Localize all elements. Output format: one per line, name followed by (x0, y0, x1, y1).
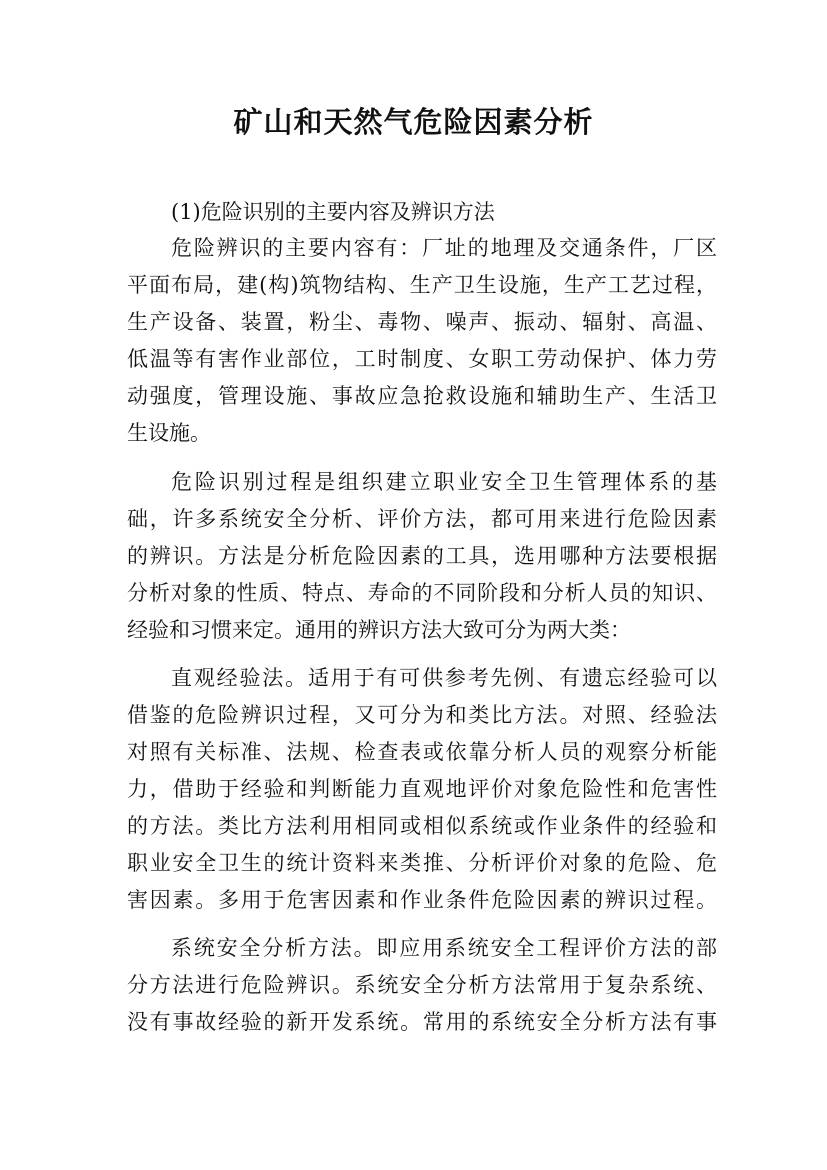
paragraph-line: 的方法。类比方法利用相同或相似系统或作业条件的经验和 (127, 814, 717, 838)
paragraph-line: 力，借助于经验和判断能力直观地评价对象危险性和危害性 (127, 777, 717, 801)
paragraph-line: 没有事故经验的新开发系统。常用的系统安全分析方法有事 (127, 1010, 717, 1034)
paragraph-line: 的辨识。方法是分析危险因素的工具，选用哪种方法要根据 (127, 544, 717, 568)
paragraph-line: 系统安全分析方法。即应用系统安全工程评价方法的部 (171, 936, 717, 960)
document-title: 矿山和天然气危险因素分析 (233, 105, 594, 139)
paragraph-line: 职业安全卫生的统计资料来类推、分析评价对象的危险、危 (127, 851, 717, 875)
paragraph-line: 低温等有害作业部位，工时制度、女职工劳动保护、体力劳 (127, 347, 717, 371)
paragraph-line: 经验和习惯来定。通用的辨识方法大致可分为两大类： (127, 618, 631, 642)
paragraph-line: 分方法进行危险辨识。系统安全分析方法常用于复杂系统、 (127, 973, 717, 997)
paragraph-line: 础，许多系统安全分析、评价方法，都可用来进行危险因素 (127, 507, 717, 531)
paragraph-line: 害因素。多用于危害因素和作业条件危险因素的辨识过程。 (127, 888, 717, 912)
paragraph-line: 动强度，管理设施、事故应急抢救设施和辅助生产、生活卫 (127, 384, 717, 408)
paragraph-line: 分析对象的性质、特点、寿命的不同阶段和分析人员的知识、 (127, 581, 717, 605)
paragraph-line: 危险辨识的主要内容有：厂址的地理及交通条件，厂区 (171, 236, 717, 260)
paragraph-line: 危险识别过程是组织建立职业安全卫生管理体系的基 (171, 470, 717, 494)
paragraph-line: 借鉴的危险辨识过程，又可分为和类比方法。对照、经验法 (127, 703, 717, 727)
paragraph-line: 直观经验法。适用于有可供参考先例、有遗忘经验可以 (171, 666, 717, 690)
paragraph-line: 平面布局，建(构)筑物结构、生产卫生设施，生产工艺过程， (127, 273, 717, 297)
paragraph-line: 对照有关标准、法规、检查表或依靠分析人员的观察分析能 (127, 740, 717, 764)
section-heading: (1)危险识别的主要内容及辨识方法 (171, 200, 495, 224)
paragraph-line: 生设施。 (127, 421, 211, 445)
paragraph-line: 生产设备、装置，粉尘、毒物、噪声、振动、辐射、高温、 (127, 310, 717, 334)
